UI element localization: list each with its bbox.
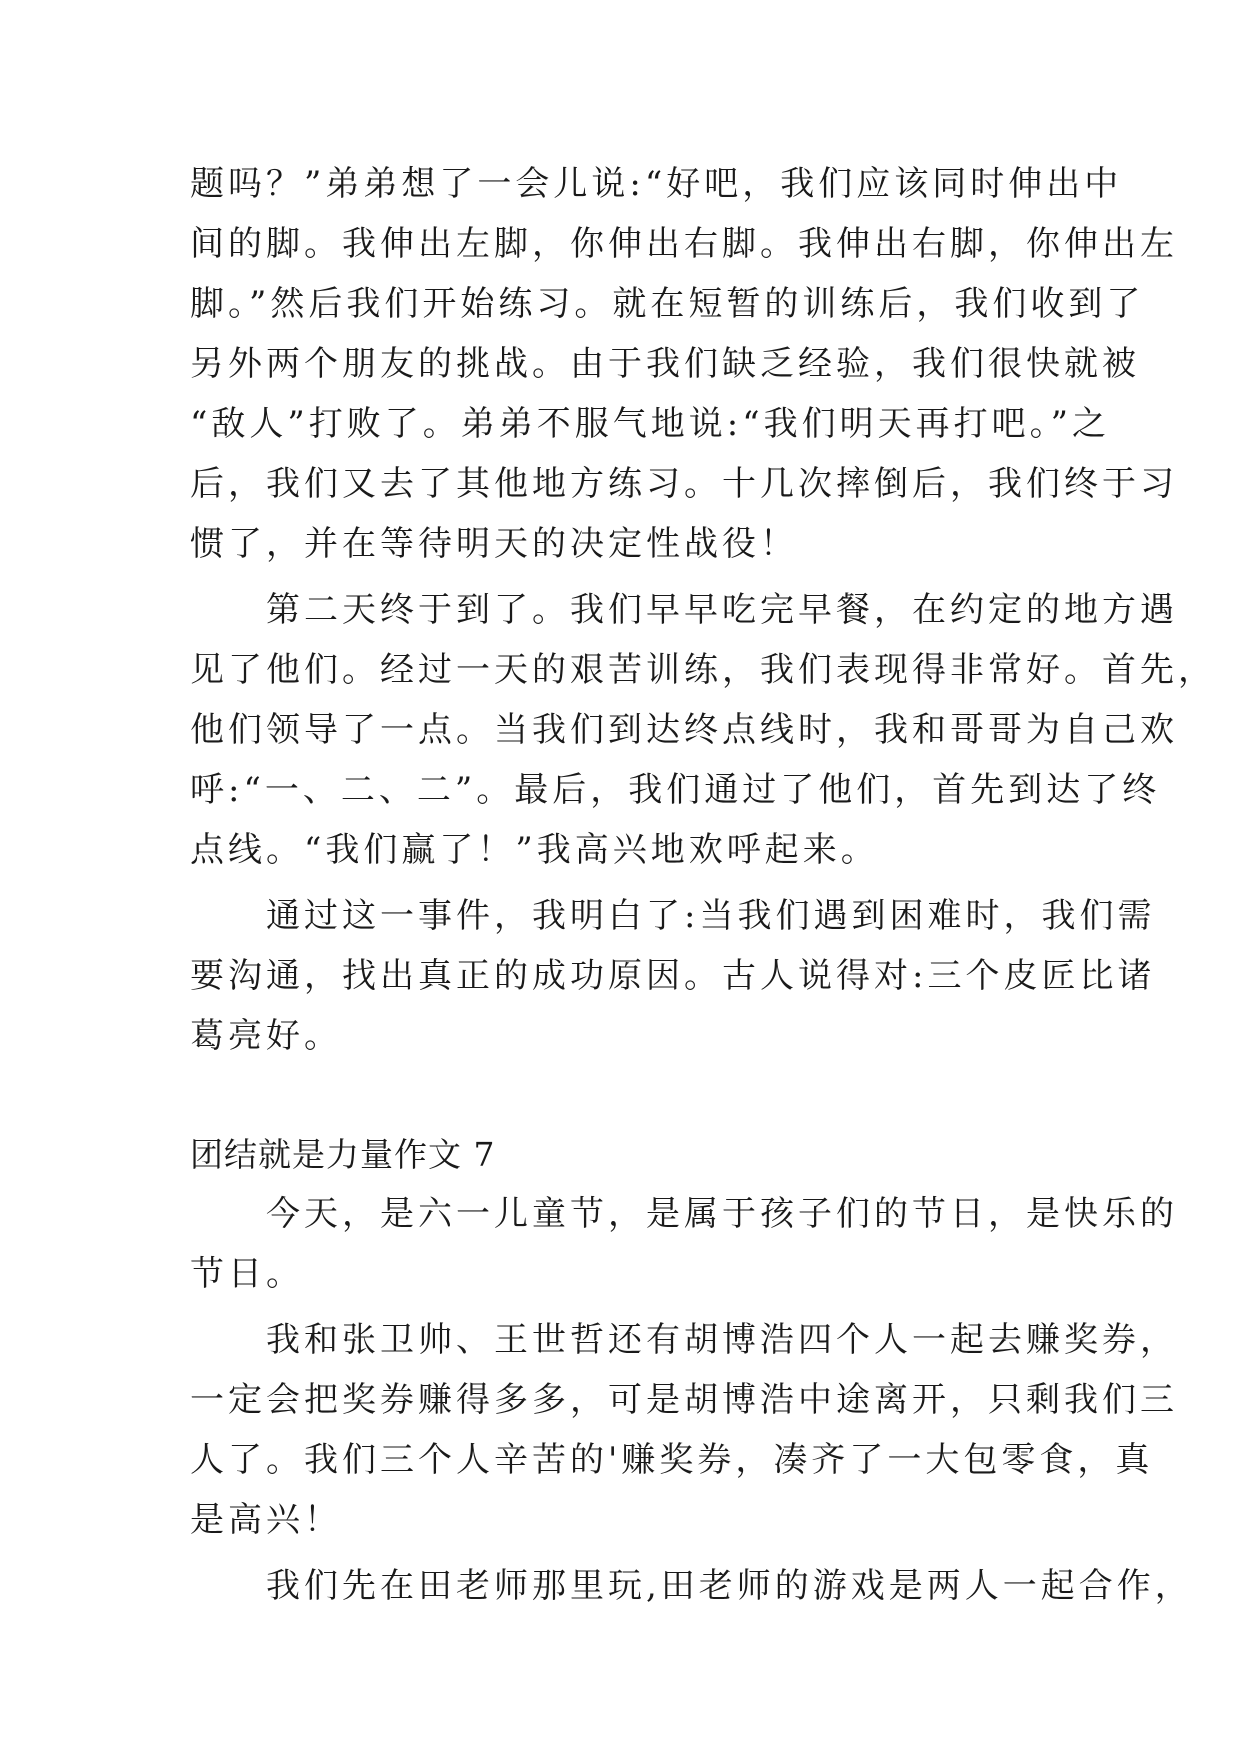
text-line: 点线。“我们赢了！”我高兴地欢呼起来。: [190, 830, 879, 870]
text-line: 葛亮好。: [190, 1016, 342, 1056]
text-line: 见了他们。经过一天的艰苦训练，我们表现得非常好。首先，: [190, 650, 1216, 690]
text-line: 题吗？”弟弟想了一会儿说:“好吧，我们应该同时伸出中: [190, 164, 1123, 204]
paragraph-5: [190, 1310, 1178, 1550]
text-line: 他们领导了一点。当我们到达终点线时，我和哥哥为自己欢: [190, 710, 1178, 750]
paragraph-1: [190, 154, 1178, 574]
section-heading: 团结就是力量作文 7: [190, 1135, 496, 1174]
text-line: 后，我们又去了其他地方练习。十几次摔倒后，我们终于习: [190, 464, 1178, 504]
text-line: 间的脚。我伸出左脚，你伸出右脚。我伸出右脚，你伸出左: [190, 224, 1178, 264]
text-line: “敌人”打败了。弟弟不服气地说:“我们明天再打吧。”之: [190, 404, 1110, 444]
text-line: 今天，是六一儿童节，是属于孩子们的节日，是快乐的: [190, 1194, 1178, 1234]
paragraph-2: [190, 580, 1216, 880]
text-line: 另外两个朋友的挑战。由于我们缺乏经验，我们很快就被: [190, 344, 1140, 384]
text-line: 一定会把奖券赚得多多，可是胡博浩中途离开，只剩我们三: [190, 1380, 1178, 1420]
text-line: 要沟通，找出真正的成功原因。古人说得对:三个皮匠比诸: [190, 956, 1156, 996]
text-line: 呼:“一、二、二”。最后，我们通过了他们，首先到达了终: [190, 770, 1161, 810]
text-line: 人了。我们三个人辛苦的'赚奖券，凑齐了一大包零食，真: [190, 1440, 1154, 1480]
text-line: 第二天终于到了。我们早早吃完早餐，在约定的地方遇: [190, 590, 1178, 630]
text-line: 惯了，并在等待明天的决定性战役！: [190, 524, 798, 564]
text-line: 节日。: [190, 1254, 304, 1294]
paragraph-6: [190, 1556, 1193, 1616]
document-page: [190, 154, 1216, 1616]
text-line: 通过这一事件，我明白了:当我们遇到困难时，我们需: [190, 896, 1156, 936]
paragraph-4: [190, 1184, 1178, 1304]
text-line: 我和张卫帅、王世哲还有胡博浩四个人一起去赚奖券，: [190, 1320, 1178, 1360]
text-line: 脚。”然后我们开始练习。就在短暂的训练后，我们收到了: [190, 284, 1145, 324]
text-line: 是高兴！: [190, 1500, 342, 1540]
paragraph-3: [190, 886, 1156, 1066]
text-line: 我们先在田老师那里玩,田老师的游戏是两人一起合作，: [190, 1566, 1193, 1606]
